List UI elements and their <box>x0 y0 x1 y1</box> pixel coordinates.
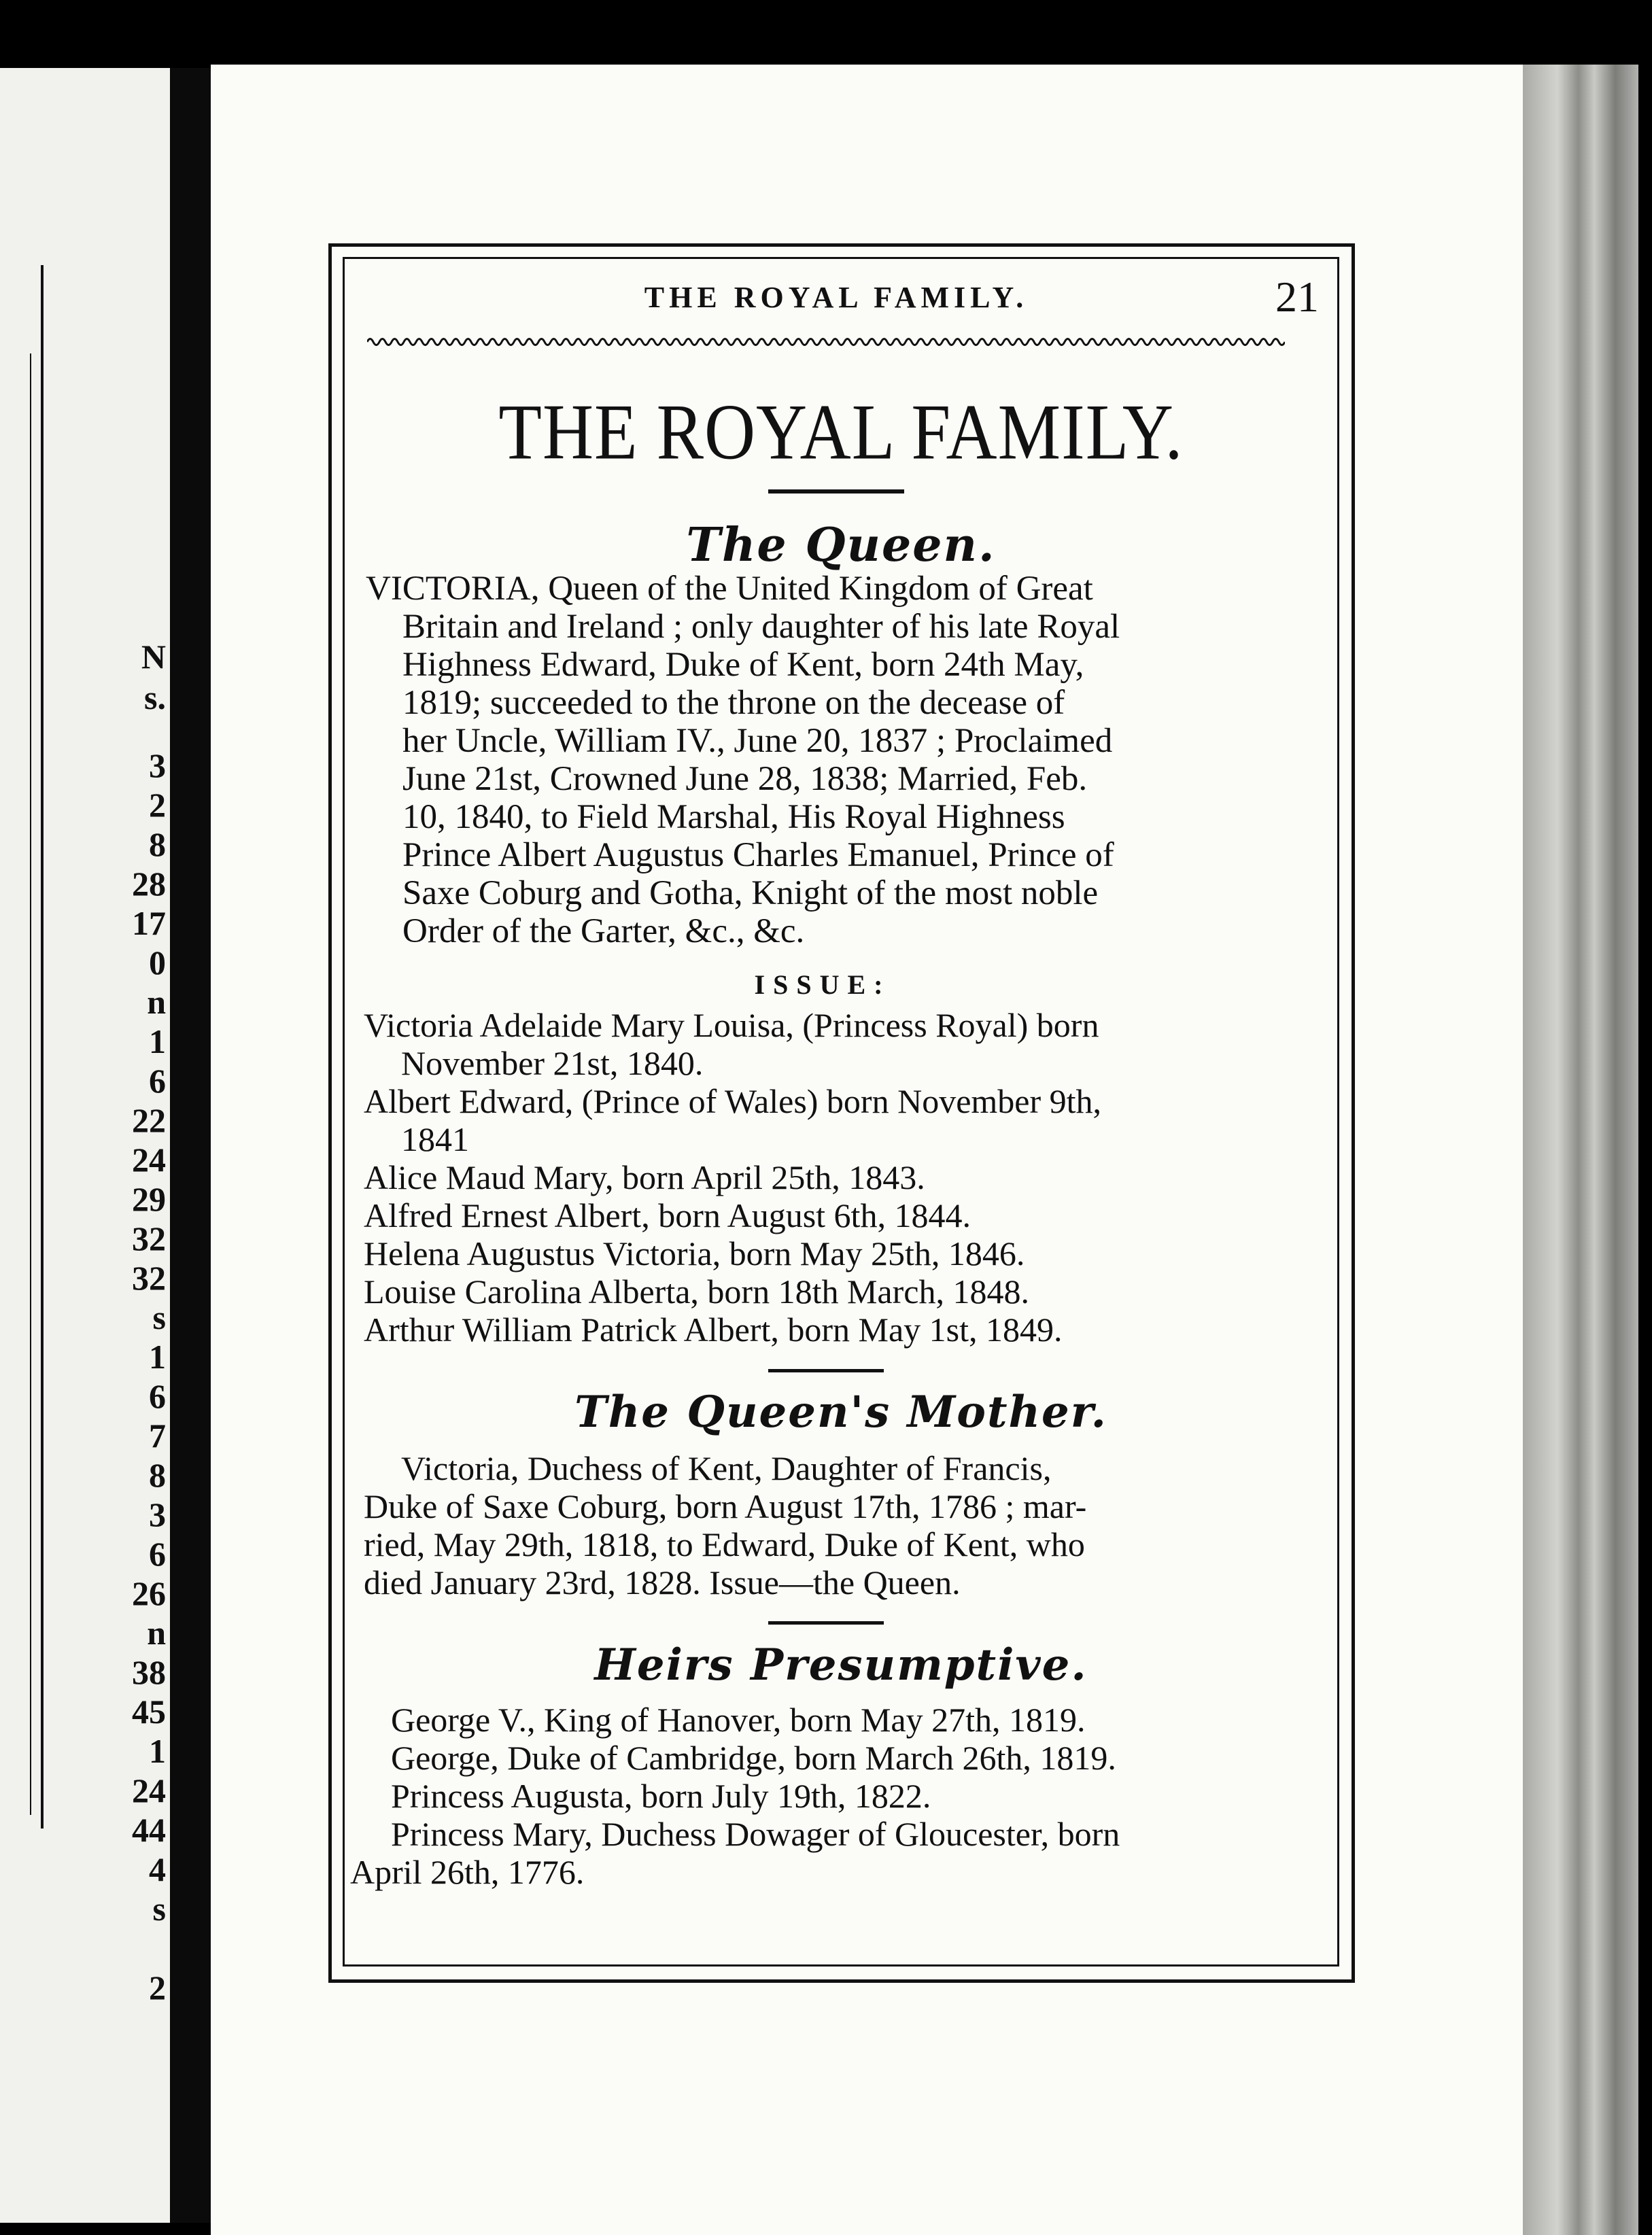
heirs-heading: Heirs Presumptive. <box>594 1640 1088 1691</box>
left-page-edge-text: 44 <box>132 1812 166 1848</box>
issue-line: Arthur William Patrick Albert, born May 1st, 1849. <box>364 1311 1063 1349</box>
queen-heading: The Queen. <box>686 518 996 572</box>
left-page-edge-text: N <box>141 639 166 674</box>
left-page-edge-text: 17 <box>132 905 166 941</box>
heirs-line: George V., King of Hanover, born May 27th, 1819. <box>391 1701 1086 1739</box>
issue-line: November 21st, 1840. <box>401 1044 704 1082</box>
running-title: THE ROYAL FAMILY. <box>644 281 1029 314</box>
left-page-edge-text: 26 <box>132 1576 166 1611</box>
heirs-line: April 26th, 1776. <box>350 1853 585 1891</box>
queen-line: Britain and Ireland ; only daughter of his late Royal <box>402 608 1120 646</box>
issue-heading: ISSUE: <box>754 969 891 1000</box>
left-page-edge-text: 2 <box>149 787 166 822</box>
book-gutter <box>170 68 211 2223</box>
left-page-edge-text: 0 <box>149 945 166 980</box>
left-page-edge-text: 3 <box>149 748 166 783</box>
left-page-edge-text: 8 <box>149 827 166 862</box>
issue-line: Alfred Ernest Albert, born August 6th, 1844. <box>364 1196 971 1234</box>
left-page-edge-text: 32 <box>132 1221 166 1256</box>
left-page-edge-text: 38 <box>132 1654 166 1690</box>
left-page-edge-text: 45 <box>132 1694 166 1729</box>
left-page-edge-text: 6 <box>149 1379 166 1414</box>
left-page-edge-text: 24 <box>132 1142 166 1177</box>
page-block-edge <box>1523 65 1638 2235</box>
wavy-rule <box>367 333 1285 351</box>
left-page-edge-text: n <box>147 1615 166 1650</box>
left-page-edge-text: 24 <box>132 1773 166 1808</box>
left-page-edge-text: s <box>152 1891 166 1926</box>
left-page-edge-text: 8 <box>149 1457 166 1493</box>
left-page-border-rule <box>41 265 44 1829</box>
queens-mother-line: Victoria, Duchess of Kent, Daughter of Francis, <box>401 1449 1052 1487</box>
heirs-line: Princess Augusta, born July 19th, 1822. <box>391 1777 931 1815</box>
queens-mother-line: died January 23rd, 1828. Issue—the Queen. <box>364 1563 961 1601</box>
issue-line: Helena Augustus Victoria, born May 25th, 1846. <box>364 1234 1025 1272</box>
queen-line: 1819; succeeded to the throne on the decease of <box>402 684 1065 722</box>
left-page-edge-text: 29 <box>132 1181 166 1217</box>
queen-line: Order of the Garter, &c., &c. <box>402 912 805 950</box>
left-page-edge-text: 7 <box>149 1418 166 1453</box>
left-page-edge-text: s. <box>144 680 166 715</box>
left-page-edge-text: 1 <box>149 1733 166 1769</box>
left-page-edge-text: 32 <box>132 1260 166 1296</box>
issue-line: Albert Edward, (Prince of Wales) born November 9th, <box>364 1082 1102 1120</box>
main-title: THE ROYAL FAMILY. <box>498 388 1184 477</box>
left-page-strip <box>0 68 170 2223</box>
left-page-inner-rule <box>30 353 31 1815</box>
queens-mother-line: ried, May 29th, 1818, to Edward, Duke of Kent, who <box>364 1525 1085 1563</box>
issue-line: Alice Maud Mary, born April 25th, 1843. <box>364 1158 925 1196</box>
title-underline <box>768 489 904 493</box>
queen-line: Saxe Coburg and Gotha, Knight of the most noble <box>402 874 1099 912</box>
page-number: 21 <box>1275 273 1319 321</box>
queen-line: her Uncle, William IV., June 20, 1837 ; Proclaimed <box>402 722 1113 760</box>
issue-line: 1841 <box>401 1120 469 1158</box>
queens-mother-heading: The Queen's Mother. <box>574 1387 1107 1438</box>
queen-line: 10, 1840, to Field Marshal, His Royal Highness <box>402 798 1065 836</box>
left-page-edge-text: s <box>152 1300 166 1335</box>
left-page-edge-text: 22 <box>132 1103 166 1138</box>
left-page-edge-text: 28 <box>132 866 166 901</box>
left-page-edge-text: n <box>147 984 166 1020</box>
queens-mother-line: Duke of Saxe Coburg, born August 17th, 1786 ; mar- <box>364 1487 1087 1525</box>
queen-line: June 21st, Crowned June 28, 1838; Married, Feb. <box>402 760 1088 798</box>
heirs-line: Princess Mary, Duchess Dowager of Gloucester, born <box>391 1815 1120 1853</box>
issue-line: Louise Carolina Alberta, born 18th March, 1848. <box>364 1272 1029 1311</box>
issue-line: Victoria Adelaide Mary Louisa, (Princess Royal) born <box>364 1006 1099 1044</box>
section-divider <box>768 1621 884 1625</box>
queen-line: VICTORIA, Queen of the United Kingdom of Great <box>366 570 1093 608</box>
left-page-edge-text: 6 <box>149 1536 166 1572</box>
queen-line: Highness Edward, Duke of Kent, born 24th May, <box>402 646 1084 684</box>
left-page-edge-text: 4 <box>149 1852 166 1887</box>
left-page-edge-text: 6 <box>149 1063 166 1098</box>
left-page-edge-text: 1 <box>149 1339 166 1374</box>
section-divider <box>768 1369 884 1372</box>
left-page-edge-text: 2 <box>149 1970 166 2005</box>
left-page-edge-text: 3 <box>149 1497 166 1532</box>
heirs-line: George, Duke of Cambridge, born March 26th, 1819. <box>391 1739 1116 1777</box>
queen-line: Prince Albert Augustus Charles Emanuel, Prince of <box>402 836 1114 874</box>
left-page-edge-text: 1 <box>149 1024 166 1059</box>
